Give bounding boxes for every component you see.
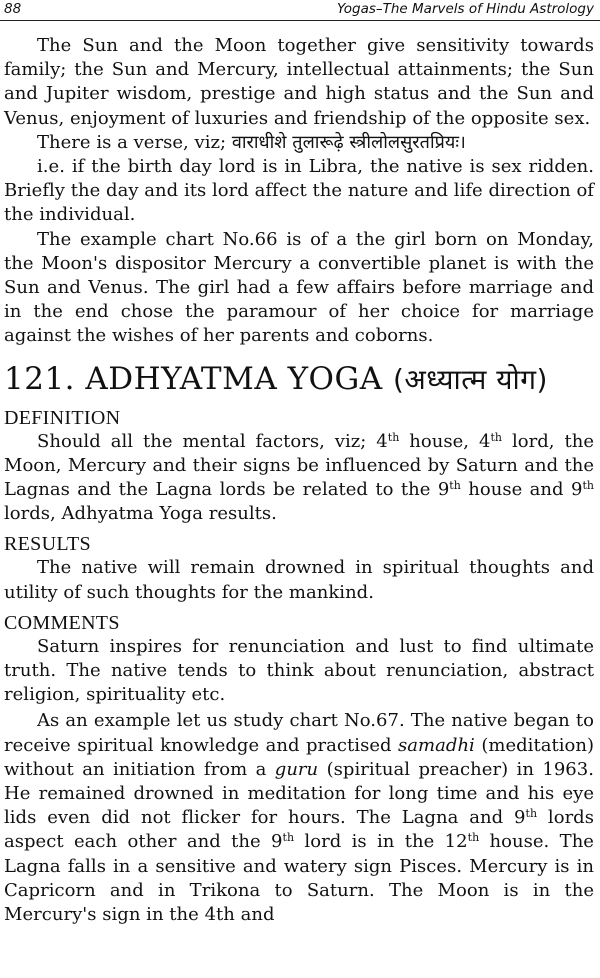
sanskrit-verse: वाराधीशे तुलारूढ़े स्त्रीलोलसुरतप्रियः। xyxy=(231,131,466,153)
definition-label: DEFINITION xyxy=(4,406,121,429)
verse-intro: There is a verse, viz; xyxy=(37,131,232,153)
comments-text-2: As an example let us study chart No.67. The native began to receive spiritual knowledge and practised samadhi (meditation) without an initiation from a guru (spiritual preacher) in 1963. He remained drowned in meditation for long time and his eye lids even did not flicker for hours. The Lagna and 9th lords aspect each other and the 9th lord is in the 12th house. The Lagna falls in a sensitive and watery sign Pisces. Mercury is in Capricorn and in Trikona to Saturn. The Moon is in the Mercury's sign in the 4th and xyxy=(4,710,594,926)
paragraph-chart-66: The example chart No.66 is of a the girl born on Monday, the Moon's dispositor Mercury a convertible planet is with the Sun and Venus. The girl had a few affairs before marriage and in the end chose the paramour of her choice for marriage against the wishes of her parents and coborns. xyxy=(4,228,594,347)
paragraph-sun-combinations: The Sun and the Moon together give sensitivity towards family; the Sun and Mercury, intellectual attainments; the Sun and Jupiter wisdom, prestige and high status and the Sun and Venus, enjoyment of luxuries and friendship of the opposite sex. xyxy=(4,35,594,129)
page-body xyxy=(4,34,594,927)
paragraph-verse xyxy=(4,131,594,155)
running-title: Yogas–The Marvels of Hindu Astrology xyxy=(336,1,594,17)
comments-text-1: Saturn inspires for renunciation and lust to find ultimate truth. The native tends to think about renunciation, abstract religion, spirituality etc. xyxy=(4,635,594,706)
section-heading-text: 121. ADHYATMA YOGA xyxy=(4,360,383,397)
running-header xyxy=(0,0,600,21)
comments-label: COMMENTS xyxy=(4,611,120,634)
results-label: RESULTS xyxy=(4,533,91,556)
section-heading-devanagari: (अध्यात्म योग) xyxy=(392,362,548,396)
paragraph-verse-meaning: i.e. if the birth day lord is in Libra, the native is sex ridden. Briefly the day and its lord affect the nature and life direction of the individual. xyxy=(4,156,594,226)
section-heading xyxy=(4,359,594,400)
page-number: 88 xyxy=(4,1,22,17)
definition-text: Should all the mental factors, viz; 4th house, 4th lord, the Moon, Mercury and their signs be influenced by Saturn and the Lagnas and the Lagna lords be related to the 9th house and 9th lords, Adhyatma Yoga results. xyxy=(4,430,594,525)
results-text: The native will remain drowned in spiritual thoughts and utility of such thoughts for the mankind. xyxy=(4,557,594,603)
